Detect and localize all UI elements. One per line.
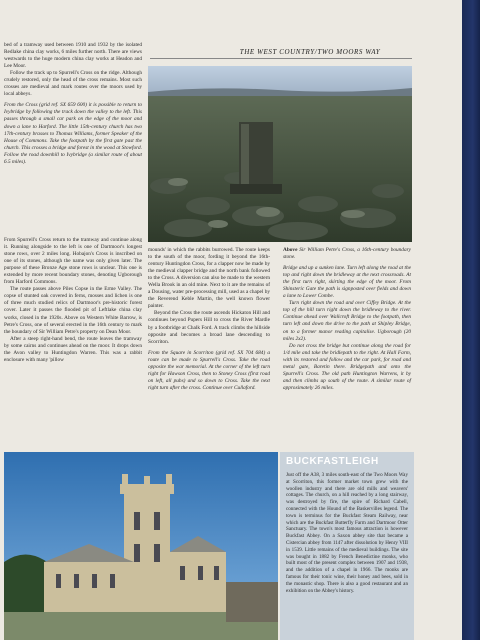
photo-caption (283, 247, 411, 261)
panel-title: BUCKFASTLEIGH (286, 456, 379, 467)
paragraph: Beyond the Cross the route ascends Hickaton Hill and continues beyond Pupers Hill to cross the River Mardle by a footbridge at Chalk Ford. A track climbs the hillside opposite and becomes a broad lane descending to Scorriton. (148, 310, 270, 345)
paragraph: From Spurrell's Cross return to the tramway and continue along it. Running alongside to the left is one of Dartmoor's longest stone rows, over 2 miles long. Hobajon's Cross is inscribed on one of its stones, although the name was only given later. The purpose of these Bronze Age stone rows is unclear. This one is extended by more recent boundary stones, denoting Ugborough from Harford Commons. (4, 237, 142, 286)
running-head-rule (150, 58, 412, 59)
left-column-bottom (4, 237, 142, 364)
paragraph: Just off the A38, 3 miles south-east of the Two Moors Way at Scorriton, this former market town grew with the woollen industry and there are old mills and weavers' cottages. The church, on a hill reached by a long stairway, was destroyed by fire, the spire of Richard Cabell, connected with the Hound of the Baskervilles legend. The town is terminus for the Buckfast Steam Railway, near which are the Buckfast Butterfly Farm and Dartmoor Otter Sanctuary. The town's most famous attraction is however Buckfast Abbey. On a Saxon abbey site that became a Cistercian abbey from 1147 after dissolution by Henry VIII in 1539. Little remains of the medieval buildings. The site was bought in 1882 by French Benedictine monks, who built most of the present complex between 1907 and 1938, and the addition of a chapel in 1966. The monks are famous for their tonic wine, their honey and bees, sold in the monastic shop. There is also a good restaurant and an exhibition on the Abbey's history. (286, 472, 408, 594)
running-head: THE WEST COUNTRY/TWO MOORS WAY (239, 48, 381, 56)
paragraph: Follow the track up to Spurrell's Cross on the ridge. Although crudely restored, only the head of the cross remains. Most such crosses are medieval and mark routes over the moors used by local abbeys. (4, 70, 142, 98)
paragraph: Do not cross the bridge but continue along the road for 1/4 mile and take the bridlepath to the right. At Hall Farm, with its restored and follow and the car park, for road and metal gate, Baretin there. Bridgepath and onto the Spurrell's Cross. The old path Huntington Warrens, it by and then climbs up south of the route. A similar route of approximately 26 miles. (283, 342, 411, 391)
book-cover-edge (462, 0, 480, 640)
route-note: From the Square in Scorriton (grid ref. SX 704 684) a route can be made to Spurrell's Cross. Take the road opposite the war memorial. At the corner of the left turn right for Hawson Cross, then to Stoney Cross (first road on left, all pubs) and so down to Cross. Take the next right turn after the cross. Continue over Cullaford. (148, 349, 270, 391)
route-note: From the Cross (grid ref. SX 659 600) it is possible to return to Ivybridge by following the track down the valley to the left. This passes through a small car park on the edge of the moor and down a lane to Harford. The little 15th-century church has two 17th-century brasses to Thomas Williams, former Speaker of the House of Commons. Take the footpath by the first gate past the church. This crosses a bridge and forest in the wood at Stowford. Follow the road downhill to Ivybridge (a similar route of about 6.5 miles). (4, 102, 142, 165)
paragraph: Bridge and up a sunken lane. Turn left along the road at the top and right down the bridleway at the next crossroads. At the first turn right, skirting the edge of the moor. From Shinsteric Gate the path is signposted over fields and down a lane to Lower Combe. (283, 265, 411, 300)
moor-cross-photo (148, 66, 412, 242)
abbey-photo (4, 452, 278, 640)
caption-text: Sir William Petre's Cross, a 16th-century boundary stone. (283, 247, 411, 261)
paragraph: mounds' in which the rabbits burrowed. The route keeps to the south of the moor, fording it beyond the 16th-century Huntingdon Cross, for a clapper now be made by the medieval clapper bridge and the north bank followed to the Cross. A diversion can also be made to the western Wella Brook in an old mine. Next to it are the remains of a Dousing, water pre-processing mill, used as a chapel by the Reverend Keble Martin, the well known flower painter. (148, 247, 270, 310)
caption-label: Above (283, 247, 298, 253)
paragraph: bed of a tramway used between 1910 and 1932 by the isolated Redlake china clay works, 6 miles further north. There are views westwards to the huge modern china clay works at Headon and Lee Moor. (4, 42, 142, 70)
paragraph: The route passes above Piles Copse in the Erme Valley. The copse of stunted oak covered in ferns, mosses and lichen is one of three much studied relics of Dartmoor's pre-historic forest cover. Later it passes the flooded pit of Leftlake china clay works, closed in the 1920s. Above on Western White Barrow, is Petre's Cross, one of several erected in the 16th century to mark the boundary of Sir William Petre's property on Dean Moor. (4, 286, 142, 335)
paragraph: After a steep right-hand bend, the route leaves the tramway by some cairns and continues ahead on the moor. It drops down the Avon valley to Huntingdon Warren. This was a rabbit enclosure with many 'pillow (4, 335, 142, 363)
paragraph: Turn right down the road and over Ciffey Bridge. At the top of the hill turn right down the bridleway to the river. Continue ahead over Wallcroft Bridge to the footpath, then turn left and down the drive to the path at Shipley Bridge, on to a former manor reading capitalise. Ugborough (20 miles 2x2). (283, 300, 411, 342)
left-column-top (4, 42, 142, 166)
right-column (283, 247, 411, 392)
buckfastleigh-panel (280, 452, 414, 640)
middle-column (148, 247, 270, 392)
panel-text (286, 472, 408, 594)
